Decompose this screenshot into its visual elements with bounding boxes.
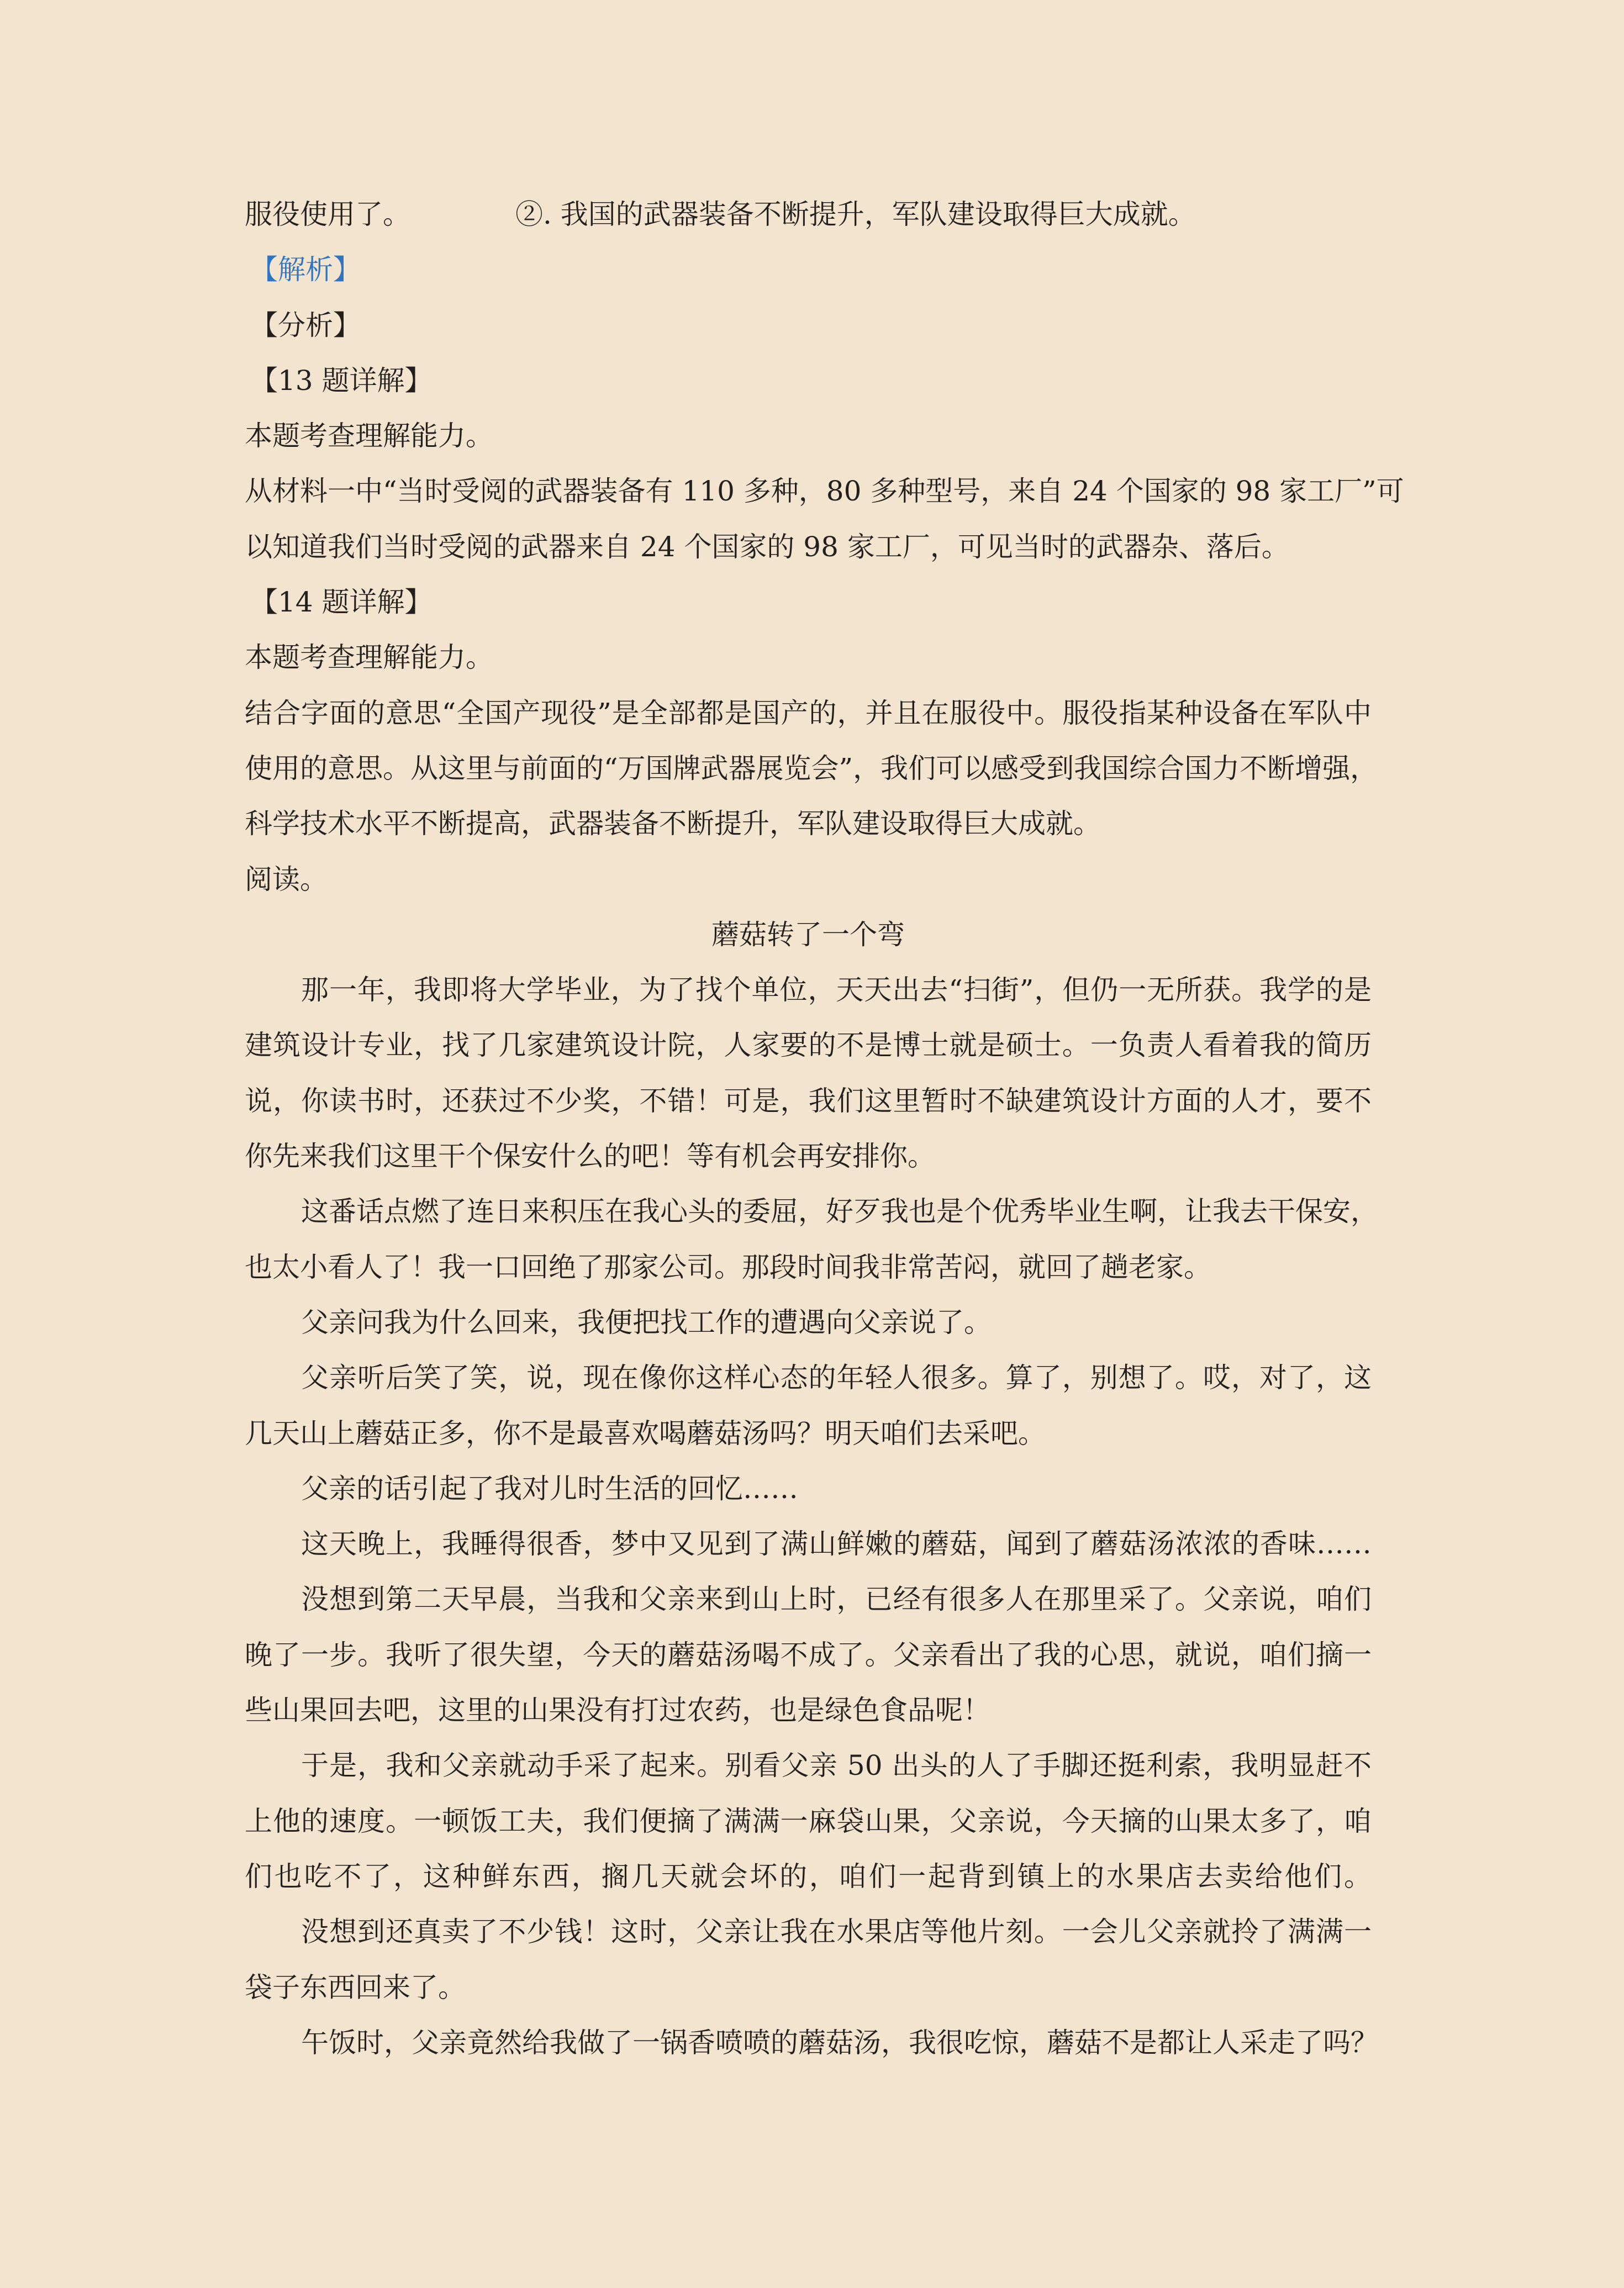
paragraph-line: 于是，我和父亲就动手采了起来。别看父亲 50 出头的人了手脚还挺利索，我明显赶不 [301,1749,1372,1782]
paragraph-line: 父亲的话引起了我对儿时生活的回忆…… [301,1472,798,1505]
section-heading: 【13 题详解】 [250,364,433,397]
paragraph-line: 没想到还真卖了不少钱！这时，父亲让我在水果店等他片刻。一会儿父亲就拎了满满一 [301,1916,1372,1948]
paragraph-line: 晚了一步。我听了很失望，今天的蘑菇汤喝不成了。父亲看出了我的心思，就说，咱们摘一 [245,1638,1372,1671]
analysis-label: 【解析】 [250,254,361,286]
answer-line [245,187,1372,242]
answer-2: ②. 我国的武器装备不断提升，军队建设取得巨大成就。 [515,198,1196,230]
section-heading: 【14 题详解】 [250,586,433,619]
answer-1: 服役使用了。 [245,198,410,230]
paragraph-line: 科学技术水平不断提高，武器装备不断提升，军队建设取得巨大成就。 [245,808,1101,840]
paragraph-line: 结合字面的意思“全国产现役”是全部都是国产的，并且在服役中。服役指某种设备在军队中 [245,697,1372,729]
paragraph-line: 没想到第二天早晨，当我和父亲来到山上时，已经有很多人在那里采了。父亲说，咱们 [301,1583,1372,1616]
paragraph-line: 父亲听后笑了笑，说，现在像你这样心态的年轻人很多。算了，别想了。哎，对了，这 [301,1362,1372,1394]
paragraph-line: 父亲问我为什么回来，我便把找工作的遭遇向父亲说了。 [301,1306,992,1338]
paragraph-line: 本题考查理解能力。 [245,641,493,674]
paragraph-line: 以知道我们当时受阅的武器来自 24 个国家的 98 家工厂，可见当时的武器杂、落后。 [245,530,1289,563]
paragraph-line: 几天山上蘑菇正多，你不是最喜欢喝蘑菇汤吗？明天咱们去采吧。 [245,1417,1046,1449]
paragraph-line: 使用的意思。从这里与前面的“万国牌武器展览会”，我们可以感受到我国综合国力不断增强， [245,752,1378,784]
paragraph-line: 从材料一中“当时受阅的武器装备有 110 多种，80 多种型号，来自 24 个国家的 98 家工厂”可 [245,475,1404,508]
paragraph-line: 些山果回去吧，这里的山果没有打过农药，也是绿色食品呢！ [245,1694,990,1727]
paragraph-line: 说，你读书时，还获过不少奖，不错！可是，我们这里暂时不缺建筑设计方面的人才，要不 [245,1084,1372,1117]
paragraph-line: 你先来我们这里干个保安什么的吧！等有机会再安排你。 [245,1140,935,1173]
section-heading: 【分析】 [250,309,361,341]
story-title: 蘑菇转了一个弯 [711,918,905,951]
paragraph-line: 那一年，我即将大学毕业，为了找个单位，天天出去“扫街”，但仍一无所获。我学的是 [301,974,1372,1006]
paragraph-line: 午饭时，父亲竟然给我做了一锅香喷喷的蘑菇汤，我很吃惊，蘑菇不是都让人采走了吗？ [301,2026,1378,2059]
paragraph-line: 袋子东西回来了。 [245,1971,466,2004]
document-page [245,187,1404,2070]
paragraph-line: 这番话点燃了连日来积压在我心头的委屈，好歹我也是个优秀毕业生啊，让我去干保安， [301,1195,1378,1228]
paragraph-line: 也太小看人了！我一口回绝了那家公司。那段时间我非常苦闷，就回了趟老家。 [245,1251,1211,1283]
paragraph-line: 上他的速度。一顿饭工夫，我们便摘了满满一麻袋山果，父亲说，今天摘的山果太多了，咱 [245,1805,1372,1837]
paragraph-line: 建筑设计专业，找了几家建筑设计院，人家要的不是博士就是硕士。一负责人看着我的简历 [245,1029,1372,1062]
paragraph-line: 本题考查理解能力。 [245,420,493,452]
paragraph-line: 阅读。 [245,863,328,895]
paragraph-line: 这天晚上，我睡得很香，梦中又见到了满山鲜嫩的蘑菇，闻到了蘑菇汤浓浓的香味…… [301,1528,1372,1561]
paragraph-line: 们也吃不了，这种鲜东西，搁几天就会坏的，咱们一起背到镇上的水果店去卖给他们。 [245,1860,1372,1892]
